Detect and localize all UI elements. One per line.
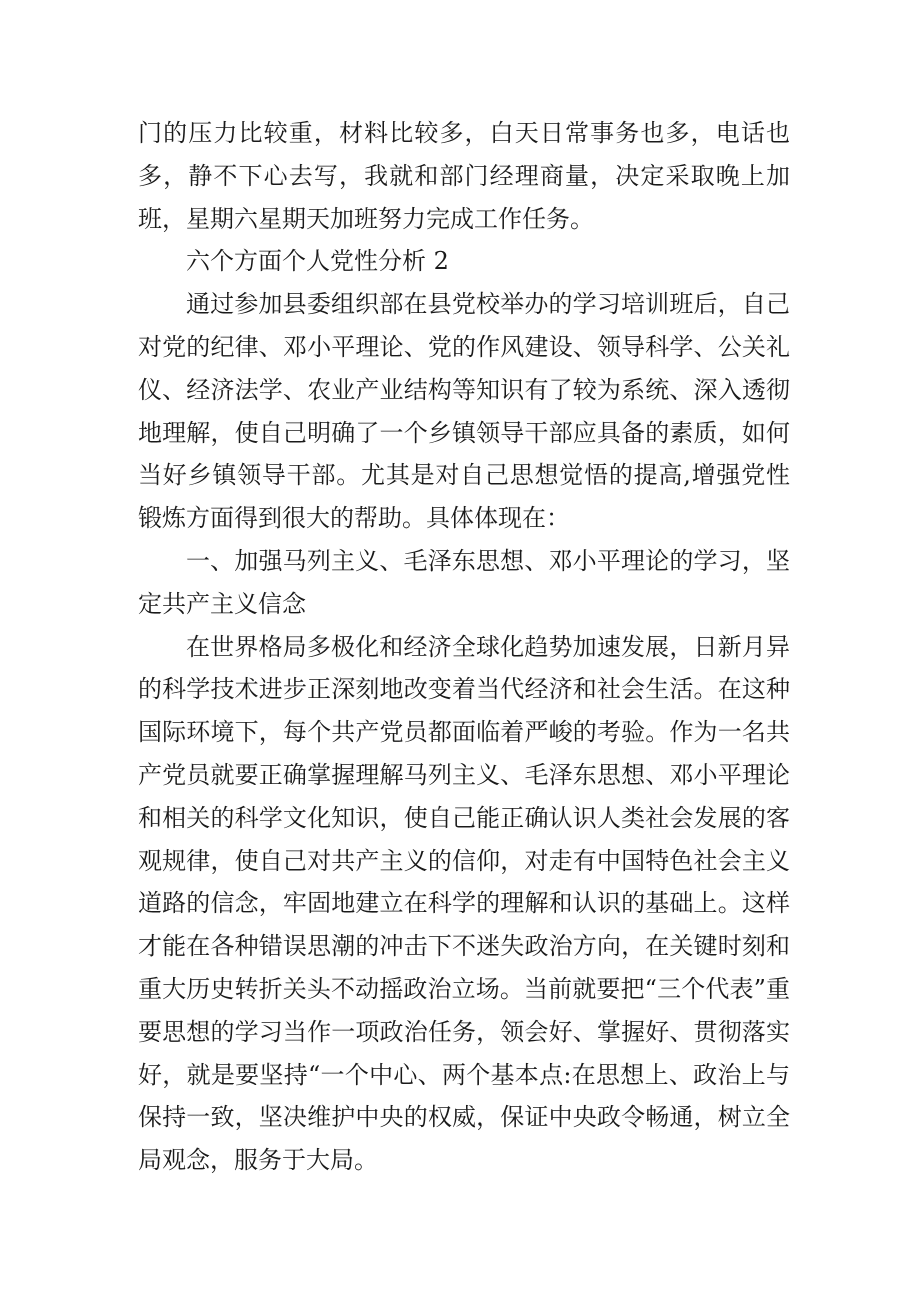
- section-heading: 六个方面个人党性分析 2: [186, 247, 449, 276]
- document-page: [138, 112, 790, 1182]
- paragraph-body: 在世界格局多极化和经济全球化趋势加速发展，日新月异的科学技术进步正深刻地改变着当代经济和社会生活。在这种国际环境下，每个共产党员都面临着严峻的考验。作为一名共产党员就要正确掌握理解马列主义、毛泽东思想、邓小平理论和相关的科学文化知识，使自己能正确认识人类社会发展的客观规律，使自己对共产主义的信仰，对走有中国特色社会主义道路的信念，牢固地建立在科学的理解和认识的基础上。这样才能在各种错误思潮的冲击下不迷失政治方向，在关键时刻和重大历史转折关头不动摇政治立场。当前就要把“三个代表”重要思想的学习当作一项政治任务，领会好、掌握好、贯彻落实好，就是要坚持“一个中心、两个基本点:在思想上、政治上与保持一致，坚决维护中央的权威，保证中央政令畅通，树立全局观念，服务于大局。: [138, 632, 790, 1175]
- paragraph-intro: 通过参加县委组织部在县党校举办的学习培训班后，自己对党的纪律、邓小平理论、党的作风建设、领导科学、公关礼仪、经济法学、农业产业结构等知识有了较为系统、深入透彻地理解，使自己明确了一个乡镇领导干部应具备的素质，如何当好乡镇领导干部。尤其是对自己思想觉悟的提高,增强党性锻炼方面得到很大的帮助。具体体现在：: [138, 290, 790, 533]
- paragraph-continuation: 门的压力比较重，材料比较多，白天日常事务也多，电话也多，静不下心去写，我就和部门经理商量，决定采取晚上加班，星期六星期天加班努力完成工作任务。: [138, 119, 790, 233]
- subheading-one: 一、加强马列主义、毛泽东思想、邓小平理论的学习，坚定共产主义信念: [138, 546, 790, 618]
